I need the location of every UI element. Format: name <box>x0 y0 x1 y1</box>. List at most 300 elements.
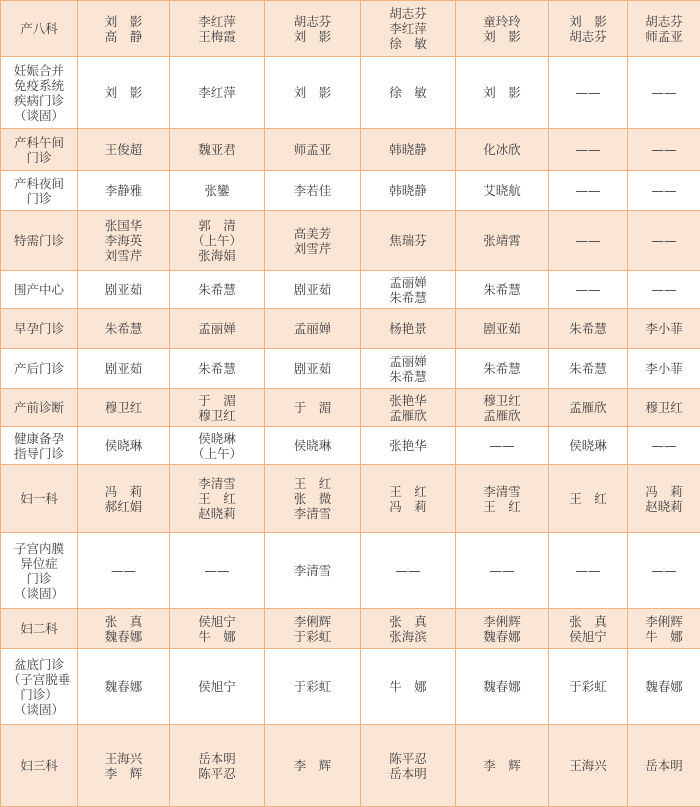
department-cell <box>1 725 78 807</box>
cell-line: 刘 影 <box>458 85 546 100</box>
doctor-cell <box>456 309 549 349</box>
cell-line: 李红萍 <box>172 14 262 29</box>
doctor-cell <box>456 1 549 57</box>
cell-line: —— <box>551 142 625 157</box>
cell-line: 孟雁欣 <box>458 408 546 423</box>
cell-line: 剧亚茹 <box>267 282 358 297</box>
cell-line: 剧亚茹 <box>80 361 167 376</box>
doctor-cell <box>361 57 456 129</box>
doctor-cell <box>170 309 265 349</box>
schedule-row <box>1 57 700 129</box>
doctor-cell <box>78 609 170 649</box>
doctor-cell <box>549 57 628 129</box>
cell-line: 孟丽婵 <box>363 275 453 290</box>
doctor-cell <box>628 309 700 349</box>
cell-line: 侯旭宁 <box>172 679 262 694</box>
cell-line: 刘 影 <box>551 14 625 29</box>
cell-line: 李 辉 <box>267 758 358 773</box>
cell-line: 侯旭宁 <box>551 629 625 644</box>
doctor-cell <box>628 1 700 57</box>
doctor-cell <box>265 427 361 465</box>
cell-line: —— <box>551 282 625 297</box>
cell-line: （谈固） <box>3 586 75 601</box>
cell-line: —— <box>630 85 698 100</box>
cell-line: 孟丽婵 <box>363 354 453 369</box>
cell-line: 艾晓航 <box>458 183 546 198</box>
cell-line: 早孕门诊 <box>3 321 75 336</box>
doctor-cell <box>549 211 628 271</box>
doctor-cell <box>549 533 628 609</box>
doctor-cell <box>265 389 361 427</box>
doctor-cell <box>78 349 170 389</box>
cell-line: 朱希慧 <box>458 361 546 376</box>
cell-line: 王海兴 <box>80 751 167 766</box>
cell-line: 李清雪 <box>458 484 546 499</box>
schedule-row <box>1 389 700 427</box>
cell-line: 张 微 <box>267 491 358 506</box>
cell-line: 李清雪 <box>267 506 358 521</box>
doctor-cell <box>361 389 456 427</box>
doctor-cell <box>361 309 456 349</box>
cell-line: 产科夜间 <box>3 176 75 191</box>
cell-line: 产后门诊 <box>3 361 75 376</box>
doctor-cell <box>361 427 456 465</box>
cell-line: 健康备孕 <box>3 431 75 446</box>
cell-line: —— <box>630 233 698 248</box>
cell-line: 张 真 <box>80 614 167 629</box>
cell-line: 朱希慧 <box>551 321 625 336</box>
cell-line: 疾病门诊 <box>3 93 75 108</box>
doctor-cell <box>628 129 700 171</box>
doctor-cell <box>361 465 456 533</box>
cell-line: （谈固） <box>3 702 75 717</box>
doctor-cell <box>78 171 170 211</box>
cell-line: 于彩虹 <box>551 679 625 694</box>
cell-line: 王海兴 <box>551 758 625 773</box>
cell-line: 侯晓琳 <box>551 438 625 453</box>
cell-line: 于彩虹 <box>267 679 358 694</box>
doctor-cell <box>628 609 700 649</box>
doctor-cell <box>265 1 361 57</box>
cell-line: 穆卫红 <box>172 408 262 423</box>
cell-line: 王 红 <box>458 499 546 514</box>
cell-line: 胡志芬 <box>551 29 625 44</box>
schedule-row <box>1 271 700 309</box>
cell-line: —— <box>551 563 625 578</box>
cell-line: 牛 娜 <box>630 629 698 644</box>
cell-line: 刘 影 <box>458 29 546 44</box>
cell-line: 李清雪 <box>172 476 262 491</box>
cell-line: 陈平忍 <box>172 766 262 781</box>
doctor-cell <box>456 129 549 171</box>
cell-line: —— <box>630 563 698 578</box>
department-cell <box>1 211 78 271</box>
schedule-row <box>1 533 700 609</box>
doctor-cell <box>265 725 361 807</box>
schedule-row <box>1 211 700 271</box>
cell-line: 妇一科 <box>3 491 75 506</box>
cell-line: 师孟亚 <box>630 29 698 44</box>
doctor-cell <box>265 211 361 271</box>
schedule-row <box>1 309 700 349</box>
doctor-cell <box>456 349 549 389</box>
department-cell <box>1 57 78 129</box>
doctor-cell <box>549 171 628 211</box>
schedule-row <box>1 129 700 171</box>
doctor-cell <box>265 349 361 389</box>
doctor-cell <box>170 427 265 465</box>
cell-line: 张鑾 <box>172 183 262 198</box>
cell-line: 孟雁欣 <box>551 400 625 415</box>
cell-line: 门诊 <box>3 150 75 165</box>
cell-line: 刘 影 <box>267 29 358 44</box>
cell-line: 韩晓静 <box>363 183 453 198</box>
cell-line: 徐 敏 <box>363 85 453 100</box>
cell-line: 孟丽婵 <box>267 321 358 336</box>
cell-line: —— <box>172 563 262 578</box>
cell-line: 冯 莉 <box>630 484 698 499</box>
doctor-cell <box>549 389 628 427</box>
doctor-cell <box>456 211 549 271</box>
cell-line: 朱希慧 <box>363 369 453 384</box>
cell-line: 李俐辉 <box>458 614 546 629</box>
doctor-cell <box>628 171 700 211</box>
cell-line: 李小菲 <box>630 321 698 336</box>
cell-line: 孟雁欣 <box>363 408 453 423</box>
doctor-cell <box>78 389 170 427</box>
doctor-cell <box>549 725 628 807</box>
doctor-cell <box>170 57 265 129</box>
doctor-cell <box>265 309 361 349</box>
doctor-cell <box>456 609 549 649</box>
doctor-cell <box>170 725 265 807</box>
cell-line: 李若佳 <box>267 183 358 198</box>
doctor-cell <box>361 271 456 309</box>
doctor-cell <box>170 389 265 427</box>
cell-line: 免疫系统 <box>3 78 75 93</box>
doctor-cell <box>265 533 361 609</box>
cell-line: 剧亚茹 <box>80 282 167 297</box>
department-cell <box>1 271 78 309</box>
cell-line: 门诊 <box>3 191 75 206</box>
cell-line: 异位症 <box>3 556 75 571</box>
doctor-cell <box>456 427 549 465</box>
schedule-row <box>1 427 700 465</box>
doctor-cell <box>78 309 170 349</box>
cell-line: 魏春娜 <box>630 679 698 694</box>
doctor-cell <box>361 1 456 57</box>
doctor-cell <box>456 649 549 725</box>
cell-line: 李静雅 <box>80 183 167 198</box>
cell-line: 特需门诊 <box>3 233 75 248</box>
department-cell <box>1 171 78 211</box>
header-row <box>1 1 700 57</box>
cell-line: 门诊 <box>3 571 75 586</box>
doctor-cell <box>265 609 361 649</box>
doctor-cell <box>78 725 170 807</box>
schedule-row <box>1 349 700 389</box>
doctor-cell <box>628 389 700 427</box>
doctor-cell <box>78 649 170 725</box>
cell-line: 化冰欣 <box>458 142 546 157</box>
doctor-cell <box>78 57 170 129</box>
cell-line: 子宫内膜 <box>3 541 75 556</box>
cell-line: 高美芳 <box>267 226 358 241</box>
doctor-cell <box>170 211 265 271</box>
doctor-cell <box>78 271 170 309</box>
doctor-cell <box>170 609 265 649</box>
cell-line: 朱希慧 <box>458 282 546 297</box>
cell-line: 李 辉 <box>458 758 546 773</box>
cell-line: 杨艳景 <box>363 321 453 336</box>
doctor-cell <box>628 427 700 465</box>
doctor-cell <box>549 129 628 171</box>
doctor-cell <box>549 649 628 725</box>
cell-line: （上午） <box>172 233 262 248</box>
cell-line: —— <box>551 183 625 198</box>
cell-line: 牛 娜 <box>363 679 453 694</box>
cell-line: 剧亚茹 <box>458 321 546 336</box>
cell-line: —— <box>363 563 453 578</box>
doctor-cell <box>361 129 456 171</box>
cell-line: 穆卫红 <box>630 400 698 415</box>
cell-line: 岳本明 <box>630 758 698 773</box>
cell-line: 胡志芬 <box>630 14 698 29</box>
cell-line: 盆底门诊 <box>3 657 75 672</box>
schedule-row <box>1 171 700 211</box>
doctor-cell <box>549 349 628 389</box>
cell-line: （上午） <box>172 446 262 461</box>
doctor-cell <box>78 427 170 465</box>
cell-line: 李海英 <box>80 233 167 248</box>
cell-line: —— <box>458 438 546 453</box>
doctor-cell <box>361 533 456 609</box>
cell-line: 李 辉 <box>80 766 167 781</box>
cell-line: 刘雪芹 <box>80 248 167 263</box>
doctor-cell <box>170 533 265 609</box>
doctor-cell <box>361 725 456 807</box>
doctor-cell <box>78 129 170 171</box>
doctor-cell <box>265 271 361 309</box>
cell-line: 岳本明 <box>363 766 453 781</box>
department-cell <box>1 609 78 649</box>
doctor-cell <box>628 465 700 533</box>
cell-line: 王 红 <box>363 484 453 499</box>
doctor-cell <box>265 129 361 171</box>
cell-line: 门诊） <box>3 687 75 702</box>
cell-line: 胡志芬 <box>363 6 453 21</box>
cell-line: —— <box>80 563 167 578</box>
cell-line: 魏春娜 <box>458 679 546 694</box>
doctor-cell <box>265 649 361 725</box>
cell-line: 李红萍 <box>363 21 453 36</box>
cell-line: 张海滨 <box>363 629 453 644</box>
doctor-cell <box>549 465 628 533</box>
doctor-cell <box>456 389 549 427</box>
cell-line: 产前诊断 <box>3 400 75 415</box>
cell-line: 魏春娜 <box>458 629 546 644</box>
cell-line: 剧亚茹 <box>267 361 358 376</box>
cell-line: 郭 清 <box>172 218 262 233</box>
cell-line: 魏春娜 <box>80 679 167 694</box>
cell-line: 侯晓琳 <box>267 438 358 453</box>
cell-line: 王 红 <box>172 491 262 506</box>
cell-line: 于 湄 <box>267 400 358 415</box>
doctor-cell <box>361 171 456 211</box>
cell-line: 魏亚君 <box>172 142 262 157</box>
cell-line: （谈固） <box>3 108 75 123</box>
doctor-cell <box>265 465 361 533</box>
doctor-cell <box>361 649 456 725</box>
doctor-cell <box>628 211 700 271</box>
doctor-cell <box>361 609 456 649</box>
cell-line: 赵晓莉 <box>630 499 698 514</box>
cell-line: 王梅霞 <box>172 29 262 44</box>
cell-line: 张国华 <box>80 218 167 233</box>
cell-line: 魏春娜 <box>80 629 167 644</box>
cell-line: —— <box>630 438 698 453</box>
doctor-cell <box>170 271 265 309</box>
cell-line: 刘 影 <box>80 14 167 29</box>
cell-line: 侯晓琳 <box>80 438 167 453</box>
cell-line: 张艳华 <box>363 438 453 453</box>
cell-line: 胡志芬 <box>267 14 358 29</box>
doctor-cell <box>361 211 456 271</box>
doctor-cell <box>78 465 170 533</box>
doctor-cell <box>170 465 265 533</box>
cell-line: （子宫脱垂 <box>3 672 75 687</box>
cell-line: 李俐辉 <box>630 614 698 629</box>
department-cell <box>1 129 78 171</box>
doctor-cell <box>628 649 700 725</box>
cell-line: 指导门诊 <box>3 446 75 461</box>
doctor-cell <box>78 211 170 271</box>
cell-line: 李小菲 <box>630 361 698 376</box>
doctor-cell <box>456 57 549 129</box>
department-cell <box>1 1 78 57</box>
doctor-cell <box>549 609 628 649</box>
cell-line: 张 真 <box>551 614 625 629</box>
doctor-cell <box>549 271 628 309</box>
doctor-cell <box>456 465 549 533</box>
cell-line: 朱希慧 <box>363 290 453 305</box>
cell-line: 徐 敏 <box>363 36 453 51</box>
cell-line: 朱希慧 <box>172 282 262 297</box>
cell-line: 围产中心 <box>3 282 75 297</box>
cell-line: 朱希慧 <box>551 361 625 376</box>
cell-line: 童玲玲 <box>458 14 546 29</box>
cell-line: 穆卫红 <box>458 393 546 408</box>
doctor-cell <box>628 533 700 609</box>
cell-line: 孟丽婵 <box>172 321 262 336</box>
cell-line: 高 静 <box>80 29 167 44</box>
cell-line: 朱希慧 <box>172 361 262 376</box>
cell-line: —— <box>551 85 625 100</box>
cell-line: 于彩虹 <box>267 629 358 644</box>
doctor-cell <box>456 271 549 309</box>
cell-line: 于 湄 <box>172 393 262 408</box>
cell-line: 穆卫红 <box>80 400 167 415</box>
schedule-row <box>1 465 700 533</box>
doctor-cell <box>170 171 265 211</box>
department-cell <box>1 349 78 389</box>
doctor-cell <box>549 427 628 465</box>
cell-line: 郝红娟 <box>80 499 167 514</box>
doctor-cell <box>628 57 700 129</box>
cell-line: 牛 娜 <box>172 629 262 644</box>
doctor-cell <box>265 57 361 129</box>
cell-line: —— <box>630 282 698 297</box>
cell-line: —— <box>458 563 546 578</box>
doctor-cell <box>265 171 361 211</box>
cell-line: 张 真 <box>363 614 453 629</box>
cell-line: 师孟亚 <box>267 142 358 157</box>
doctor-cell <box>456 533 549 609</box>
cell-line: 张海娟 <box>172 248 262 263</box>
cell-line: 赵晓莉 <box>172 506 262 521</box>
cell-line: 产科午间 <box>3 135 75 150</box>
schedule-row <box>1 609 700 649</box>
doctor-cell <box>628 271 700 309</box>
doctor-cell <box>628 725 700 807</box>
cell-line: 产八科 <box>3 21 75 36</box>
doctor-cell <box>78 533 170 609</box>
doctor-cell <box>549 309 628 349</box>
doctor-cell <box>78 1 170 57</box>
cell-line: 侯晓琳 <box>172 431 262 446</box>
cell-line: —— <box>630 142 698 157</box>
cell-line: 陈平忍 <box>363 751 453 766</box>
doctor-cell <box>456 725 549 807</box>
cell-line: 侯旭宁 <box>172 614 262 629</box>
cell-line: —— <box>551 233 625 248</box>
doctor-cell <box>361 349 456 389</box>
cell-line: 焦瑞芬 <box>363 233 453 248</box>
cell-line: 妇三科 <box>3 758 75 773</box>
cell-line: 刘雪芹 <box>267 241 358 256</box>
cell-line: 李清雪 <box>267 563 358 578</box>
cell-line: 王 红 <box>267 476 358 491</box>
department-cell <box>1 309 78 349</box>
cell-line: 王俊超 <box>80 142 167 157</box>
schedule-row <box>1 725 700 807</box>
cell-line: 冯 莉 <box>80 484 167 499</box>
cell-line: 张靖霄 <box>458 233 546 248</box>
doctor-cell <box>549 1 628 57</box>
cell-line: 李红萍 <box>172 85 262 100</box>
department-cell <box>1 533 78 609</box>
schedule-body <box>1 1 700 807</box>
department-cell <box>1 427 78 465</box>
cell-line: 张艳华 <box>363 393 453 408</box>
cell-line: 王 红 <box>551 491 625 506</box>
department-cell <box>1 389 78 427</box>
cell-line: 朱希慧 <box>80 321 167 336</box>
cell-line: —— <box>630 183 698 198</box>
cell-line: 刘 影 <box>267 85 358 100</box>
cell-line: 岳本明 <box>172 751 262 766</box>
doctor-cell <box>170 129 265 171</box>
department-cell <box>1 649 78 725</box>
department-cell <box>1 465 78 533</box>
cell-line: 韩晓静 <box>363 142 453 157</box>
doctor-cell <box>628 349 700 389</box>
doctor-cell <box>170 1 265 57</box>
cell-line: 冯 莉 <box>363 499 453 514</box>
cell-line: 刘 影 <box>80 85 167 100</box>
doctor-cell <box>170 349 265 389</box>
cell-line: 妇二科 <box>3 621 75 636</box>
